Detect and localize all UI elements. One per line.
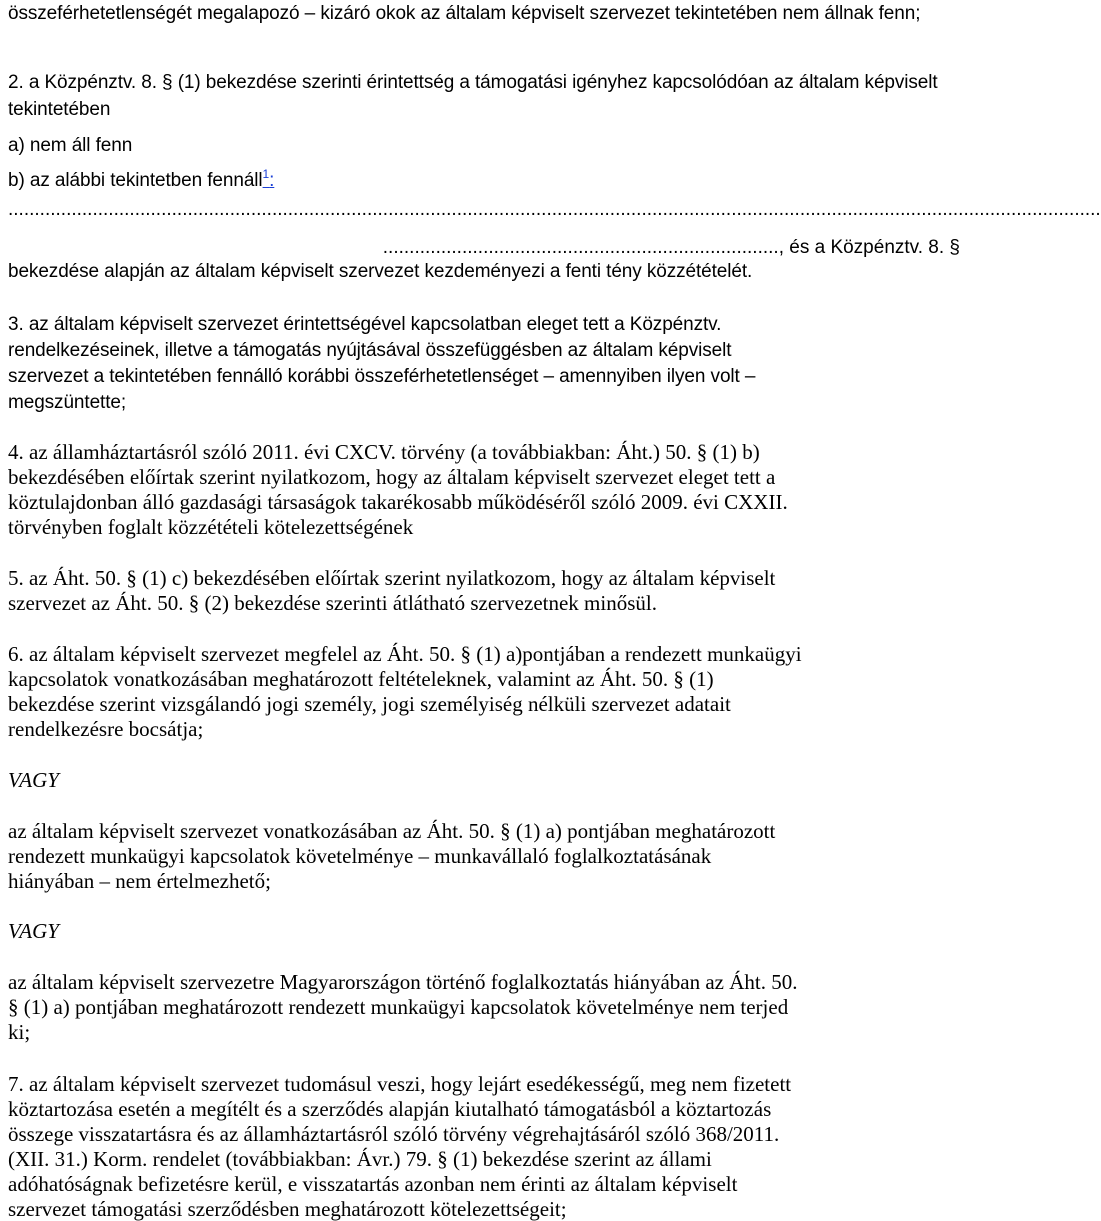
item7-line5: adóhatóságnak befizetésre kerül, e visszatartás azonban nem érinti az általam képviselt — [8, 1172, 738, 1196]
item6-alt2-line3: ki; — [8, 1020, 31, 1044]
item3-line3: szervezet a tekintetében fennálló korábbi összeférhetetlenséget – amennyiben ilyen volt – — [8, 366, 756, 387]
item3-line1: 3. az általam képviselt szervezet érintettségével kapcsolatban eleget tett a Közpénztv. — [8, 314, 722, 335]
item2-line2: tekintetében — [8, 99, 111, 120]
item7-line1: 7. az általam képviselt szervezet tudomásul veszi, hogy lejárt esedékességű, meg nem fizetett — [8, 1072, 792, 1096]
intro-line: összeférhetetlenségét megalapozó – kizáró okok az általam képviselt szervezet tekintetében nem állnak fenn; — [8, 3, 921, 24]
item4-line2: bekezdésében előírtak szerint nyilatkozom, hogy az általam képviselt szervezet eleget tett a — [8, 465, 776, 489]
item3-line4: megszüntette; — [8, 392, 127, 413]
item5-line2: szervezet az Áht. 50. § (2) bekezdése szerinti átlátható szervezetnek minősül. — [8, 591, 657, 615]
item7-line4: (XII. 31.) Korm. rendelet (továbbiakban: Ávr.) 79. § (1) bekezdése szerint az állami — [8, 1147, 712, 1171]
item6-line1: 6. az általam képviselt szervezet megfelel az Áht. 50. § (1) a)pontjában a rendezett munkaügyi — [8, 642, 802, 666]
item6-alt2-line1: az általam képviselt szervezetre Magyarországon történő foglalkoztatás hiányában az Áht. 50. — [8, 970, 798, 994]
item3-line2: rendelkezéseinek, illetve a támogatás nyújtásával összefüggésben az általam képviselt — [8, 340, 732, 361]
item2-option-a: a) nem áll fenn — [8, 135, 133, 156]
item6-alt1-line3: hiányában – nem értelmezhető; — [8, 869, 271, 893]
item6-or-1: VAGY — [8, 768, 59, 792]
footnote-marker[interactable]: 1 — [262, 167, 270, 181]
item6-alt1-line1: az általam képviselt szervezet vonatkozásában az Áht. 50. § (1) a) pontjában meghatározott — [8, 819, 776, 843]
item7-line3: összege visszatartásra és az államháztartásról szóló törvény végrehajtásáról szóló 368/2011. — [8, 1122, 780, 1146]
item6-or-2: VAGY — [8, 919, 59, 943]
item6-line4: rendelkezésre bocsátja; — [8, 717, 204, 741]
item2-dotted-line: ............................................................................................................................................................................................................... — [8, 199, 1101, 220]
item7-line6: szervezet támogatási szerződésben meghatározott kötelezettségeit; — [8, 1197, 567, 1221]
item2-continuation: ..........................................................................., és a Közpénztv. 8. § — [382, 237, 960, 258]
item4-line1: 4. az államháztartásról szóló 2011. évi CXCV. törvény (a továbbiakban: Áht.) 50. § (1) b) — [8, 440, 760, 464]
item2-line1: 2. a Közpénztv. 8. § (1) bekezdése szerinti érintettség a támogatási igényhez kapcsolódóan az általam képviselt — [8, 72, 938, 93]
item4-line4: törvényben foglalt közzétételi kötelezettségének — [8, 515, 414, 539]
item6-line2: kapcsolatok vonatkozásában meghatározott feltételeknek, valamint az Áht. 50. § (1) — [8, 667, 714, 691]
item2-option-b — [8, 168, 274, 190]
item6-alt1-line2: rendezett munkaügyi kapcsolatok követelménye – munkavállaló foglalkoztatásának — [8, 844, 712, 868]
item2-line-last: bekezdése alapján az általam képviselt szervezet kezdeményezi a fenti tény közzétételét. — [8, 261, 753, 282]
footnote-suffix[interactable]: : — [269, 170, 275, 191]
item6-line3: bekezdése szerint vizsgálandó jogi személy, jogi személyiség nélküli szervezet adatait — [8, 692, 731, 716]
item5-line1: 5. az Áht. 50. § (1) c) bekezdésében előírtak szerint nyilatkozom, hogy az általam képviselt — [8, 566, 776, 590]
footnote-link[interactable] — [262, 167, 275, 191]
item6-alt2-line2: § (1) a) pontjában meghatározott rendezett munkaügyi kapcsolatok követelménye nem terjed — [8, 995, 789, 1019]
item4-line3: köztulajdonban álló gazdasági társaságok takarékosabb működéséről szóló 2009. évi CXXII. — [8, 490, 788, 514]
item7-line2: köztartozása esetén a megítélt és a szerződés alapján kiutalható támogatásból a köztartozás — [8, 1097, 772, 1121]
item2-option-b-text: b) az alábbi tekintetben fennáll — [8, 170, 263, 191]
